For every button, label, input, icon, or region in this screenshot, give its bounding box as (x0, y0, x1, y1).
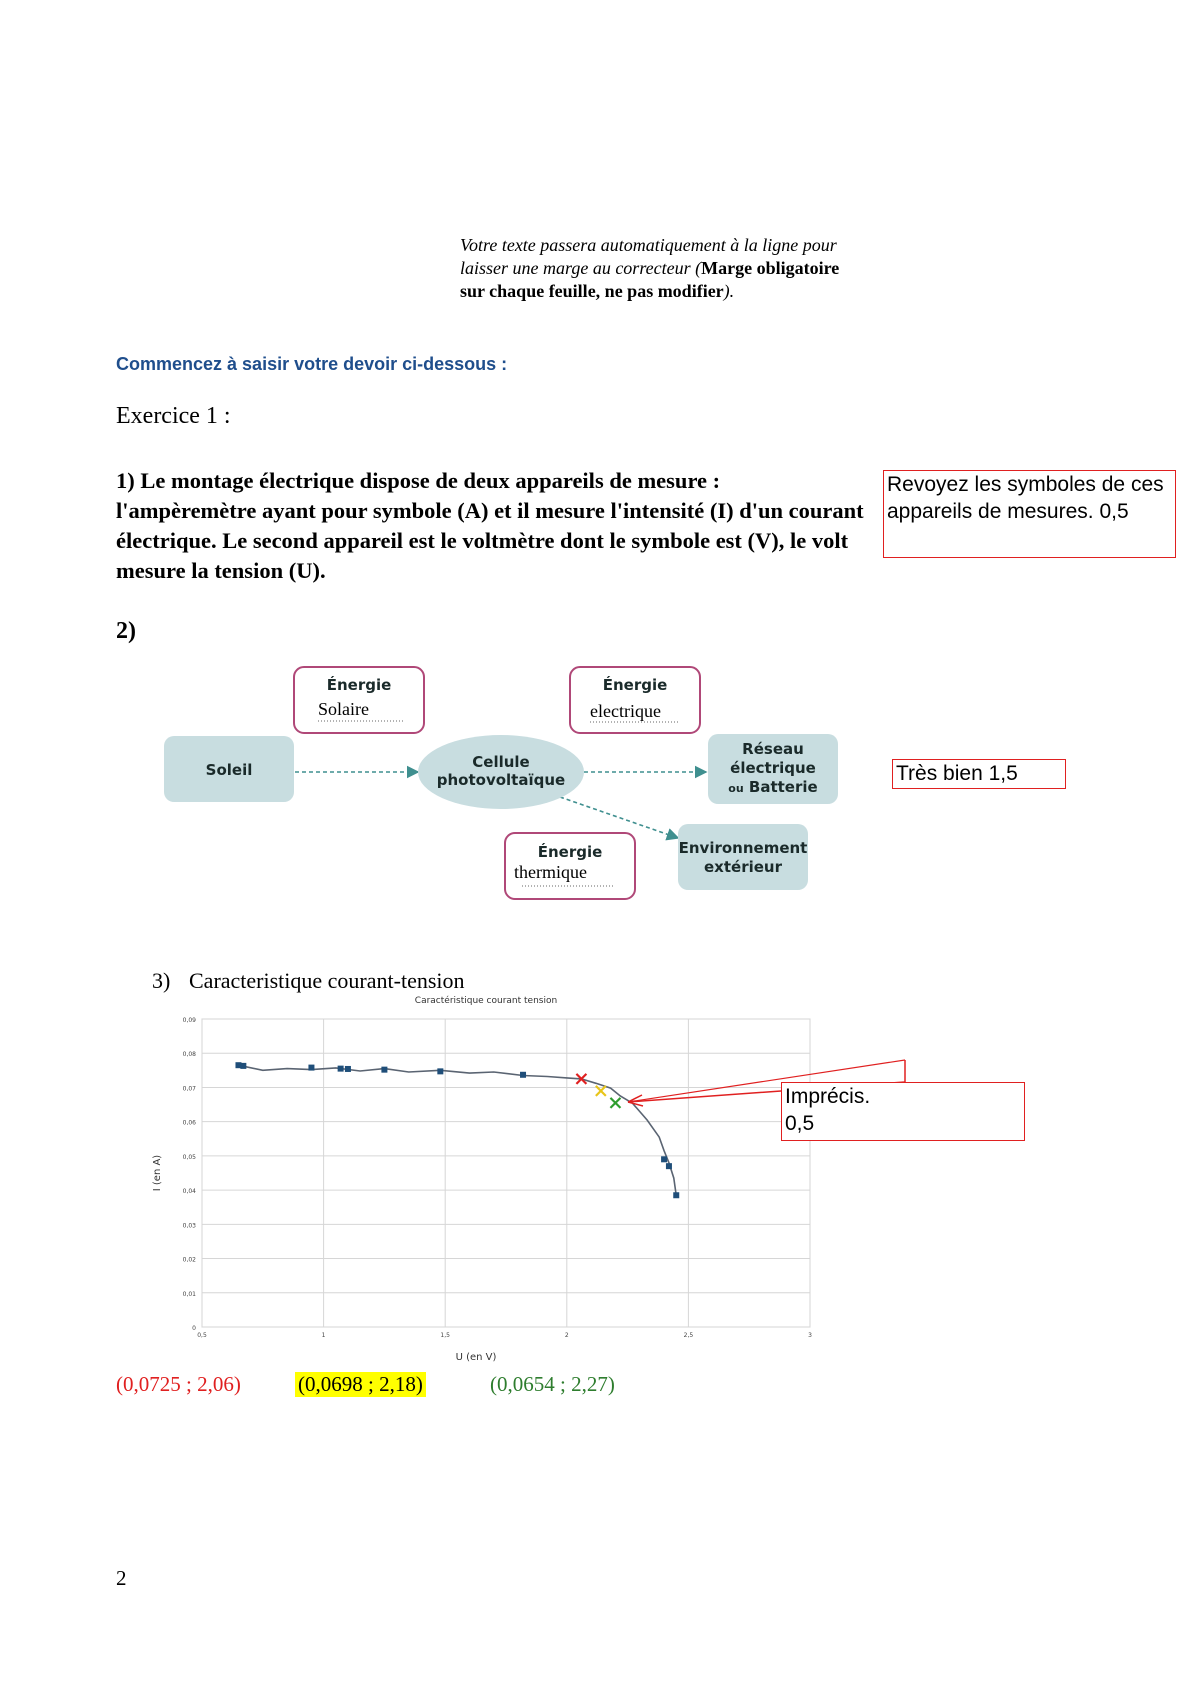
chart-y-tick-label: 0,06 (182, 1119, 196, 1127)
chart-y-tick-label: 0,04 (182, 1188, 196, 1196)
chart-y-tick-label: 0,05 (182, 1153, 196, 1161)
chart-y-tick-label: 0,02 (182, 1256, 196, 1264)
chart-y-tick-label: 0 (192, 1325, 196, 1332)
chart-x-tick-label: 1 (321, 1332, 326, 1339)
comment-q3-line1: Imprécis. (785, 1085, 871, 1108)
margin-note-bold: Marge obligatoire sur chaque feuille, ne pas modifier (460, 258, 840, 301)
point-label-green: (0,0654 ; 2,27) (490, 1372, 615, 1396)
comment-question-3[interactable] (781, 1082, 1025, 1141)
margin-note-end: ). (723, 281, 735, 301)
chart-x-tick-label: 1,5 (440, 1332, 450, 1339)
chart-y-axis-label: I (en A) (152, 1154, 163, 1192)
box-soleil-label: Soleil (205, 761, 253, 779)
energy-box-electrique-value: electrique (590, 701, 661, 721)
box-reseau-ou: ou (728, 782, 744, 795)
box-cellule-line1: Cellule (472, 753, 530, 771)
question-1-answer: 1) Le montage électrique dispose de deux appareils de mesure : l'ampèremètre ayant pour symbole (A) et il mesure l'intensité (I) d'un courant électrique. Le second appareil est le voltmètre dont le symbole est (V), le volt mesure la tension (U). (116, 468, 864, 583)
comment-question-1[interactable]: Revoyez les symboles de ces appareils de mesures. 0,5 (883, 470, 1176, 558)
box-reseau-batterie: Batterie (748, 778, 818, 796)
chart-y-tick-label: 0,03 (182, 1222, 196, 1230)
box-env-line2: extérieur (704, 858, 782, 876)
energy-box-solaire-title: Énergie (326, 676, 392, 694)
energy-box-solaire-value: Solaire (318, 699, 369, 719)
exercise-title: Exercice 1 : (116, 403, 231, 429)
question-3-number: 3) (152, 968, 171, 993)
energy-box-electrique-title: Énergie (602, 676, 668, 694)
energy-box-thermique-value: thermique (514, 862, 587, 882)
comment-q3-line2: 0,5 (785, 1112, 815, 1135)
chart-y-tick-label: 0,07 (182, 1085, 196, 1093)
question-2-label: 2) (116, 618, 136, 644)
box-reseau-line1: Réseau (742, 740, 804, 758)
question-3-title: Caracteristique courant-tension (189, 968, 465, 993)
box-env-line1: Environnement (678, 839, 808, 857)
chart-title: Caractéristique courant tension (414, 996, 558, 1006)
point-label-yellow: (0,0698 ; 2,18) (295, 1372, 426, 1397)
margin-note-italic: Votre texte passera automatiquement à la ligne pour laisser une marge au correcteur ( (460, 235, 837, 278)
chart-y-tick-label: 0,01 (182, 1290, 196, 1298)
chart-x-tick-label: 3 (808, 1332, 812, 1339)
chart-x-axis-label: U (en V) (455, 1352, 497, 1363)
chart-x-tick-label: 0,5 (197, 1332, 207, 1339)
box-reseau-line2: électrique (730, 759, 816, 777)
chart-x-tick-label: 2,5 (683, 1332, 694, 1339)
point-label-red: (0,0725 ; 2,06) (116, 1372, 241, 1396)
energy-box-thermique-title: Énergie (537, 843, 603, 861)
comment-question-2[interactable]: Très bien 1,5 (892, 759, 1066, 789)
start-label: Commencez à saisir votre devoir ci-dessous : (116, 354, 508, 374)
box-cellule-line2: photovoltaïque (436, 771, 566, 789)
chart-y-tick-label: 0,09 (182, 1017, 196, 1024)
chart-x-tick-label: 2 (564, 1332, 569, 1339)
page-number: 2 (116, 1566, 127, 1590)
chart-y-tick-label: 0,08 (182, 1051, 196, 1059)
